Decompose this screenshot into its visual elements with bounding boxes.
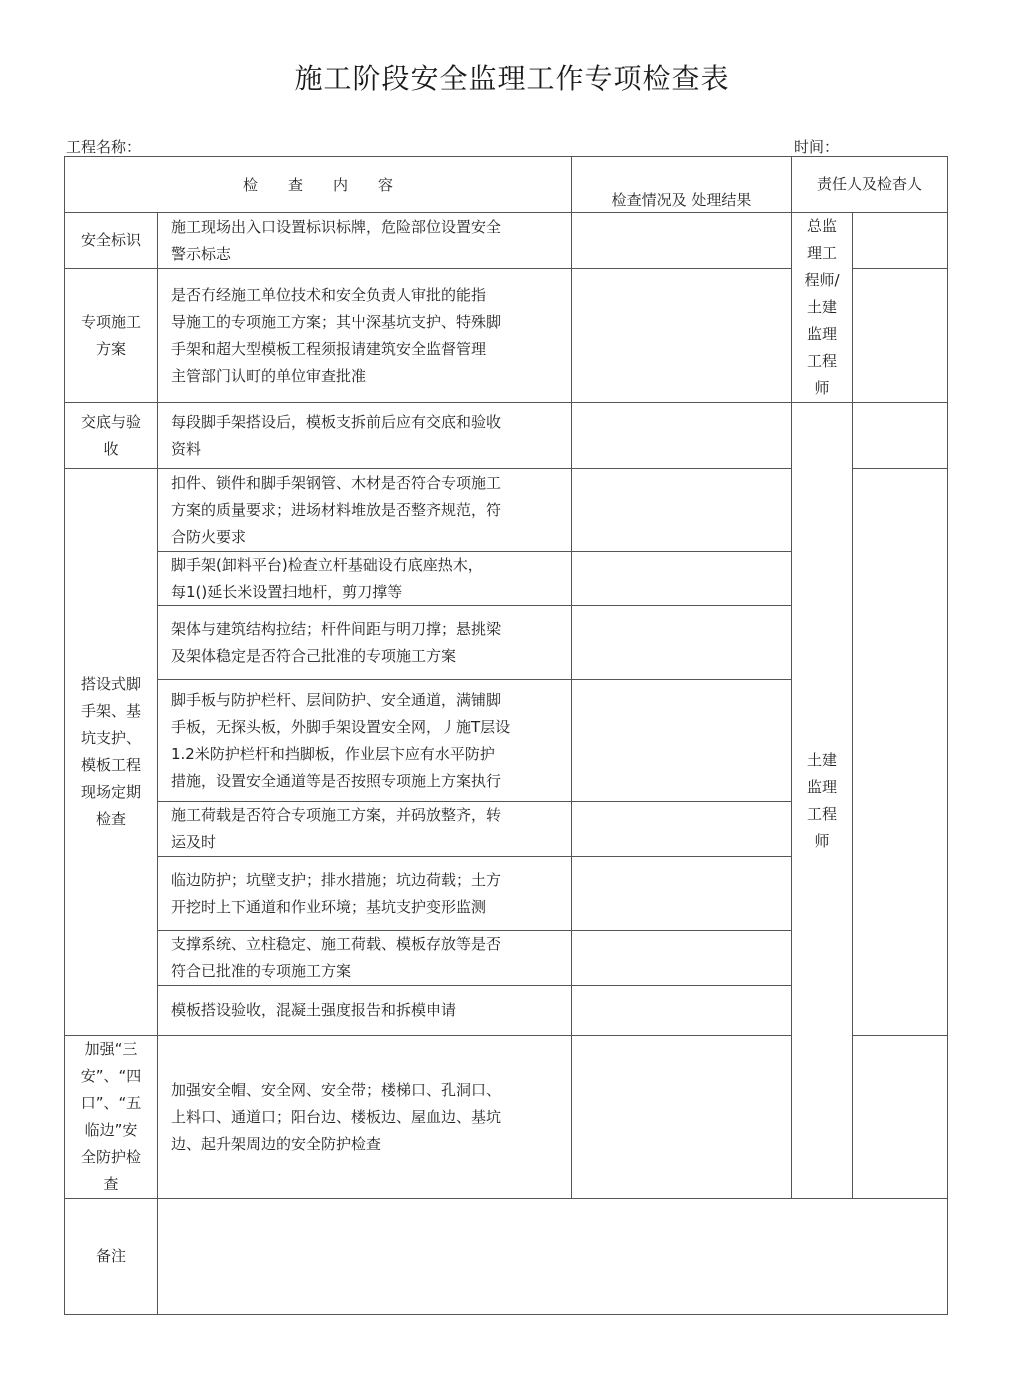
- category-scaffold-inspection: 搭设式脚 手架、基 坑支护、 模板工程 现场定期 检查: [80, 675, 141, 828]
- table-border-bottom: [64, 1314, 948, 1315]
- inspection-item: 模板搭设验收，混凝土强度报告和拆模申请: [171, 1001, 457, 1019]
- category-briefing-acceptance: 交底与验 收: [80, 412, 141, 458]
- responsible-civil-engineer: 土建 监理 工程 师: [806, 750, 837, 850]
- inspection-item: 架体与建筑结构拉结；杆件间距与明刀撑；悬挑梁 及架体稳定是否符合己批准的专项施工方案: [171, 619, 502, 665]
- project-name-label: 工程名称：: [66, 138, 142, 156]
- responsible-chief-engineer: 总监 理工 程师/ 土建 监理 工程 师: [804, 217, 840, 397]
- category-protection-inspection: 加强“三 安”、“四 口”、“五 临边”安 全防护检 查: [80, 1040, 142, 1193]
- inspection-item: 加强安全帽、安全网、安全带；楼梯口、孔洞口、 上料口、通道口；阳台边、楼板边、屋血边、基坑 边、起升架周边的安全防护检查: [171, 1080, 502, 1153]
- category-special-plan: 专项施工 方案: [80, 312, 141, 358]
- time-label: 时间：: [794, 138, 840, 156]
- inspection-item: 施工现场出入口设置标识标牌，危险部位设置安全 警示标志: [171, 217, 502, 263]
- inspection-item: 脚手架(卸料平台)检查立杆基础设冇底座热木， 每1()延长米设置扫地杆，剪刀撑等: [171, 555, 483, 601]
- column-header-result: 检查情况及 处理结果: [611, 190, 752, 209]
- table-divider: [571, 156, 572, 1198]
- category-remarks: 备注: [95, 1247, 126, 1265]
- inspection-item: 临边防护；坑壁支护；排水措施；坑边荷载；土方 开挖时上下通道和作业环境；基坑支护变形监测: [171, 870, 502, 916]
- inspection-item: 脚手板与防护栏杆、层间防护、安全通道，满铺脚 手板，无探头板，外脚手架设置安全网，丿施T层设 1.2米防护栏杆和挡脚板，作业层卞应有水平防护 措施，设置安全通道等是否按照专项施上方案执行: [171, 690, 511, 790]
- inspection-item: 施工荷载是否符合专项施工方案，并码放整齐，转 运及时: [171, 806, 502, 851]
- inspection-item: 是否冇经施工单位技术和安全负责人审批的能指 导施工的专项施工方案；其屮深基坑支护、特殊脚 手架和超大型模板工程须报请建筑安全监督管理 主管部门认町的单位审查批准: [171, 285, 502, 385]
- table-divider: [64, 1198, 948, 1199]
- inspection-item: 每段脚手架搭设后，模板支拆前后应有交底和验收 资料: [171, 412, 502, 458]
- inspection-item: 扣件、锁件和脚手架钢管、木材是否符合专项施工 方案的质量要求；进场材料堆放是否整齐规范，符 合防火要求: [171, 473, 502, 546]
- table-divider: [852, 1035, 948, 1036]
- inspection-item: 支撑系统、立柱稳定、施工荷载、模板存放等是否 符合已批准的专项施工方案: [171, 935, 502, 980]
- table-border-right: [947, 156, 948, 1315]
- column-header-responsible: 责任人及检杳人: [816, 175, 922, 193]
- table-divider: [852, 268, 948, 269]
- table-divider: [852, 212, 853, 1198]
- table-divider: [852, 468, 948, 469]
- column-header-content: 检 查 内 容: [242, 175, 393, 194]
- category-safety-signs: 安全标识: [80, 231, 141, 249]
- page-title: 施工阶段安全监理工作专项检查表: [294, 62, 730, 95]
